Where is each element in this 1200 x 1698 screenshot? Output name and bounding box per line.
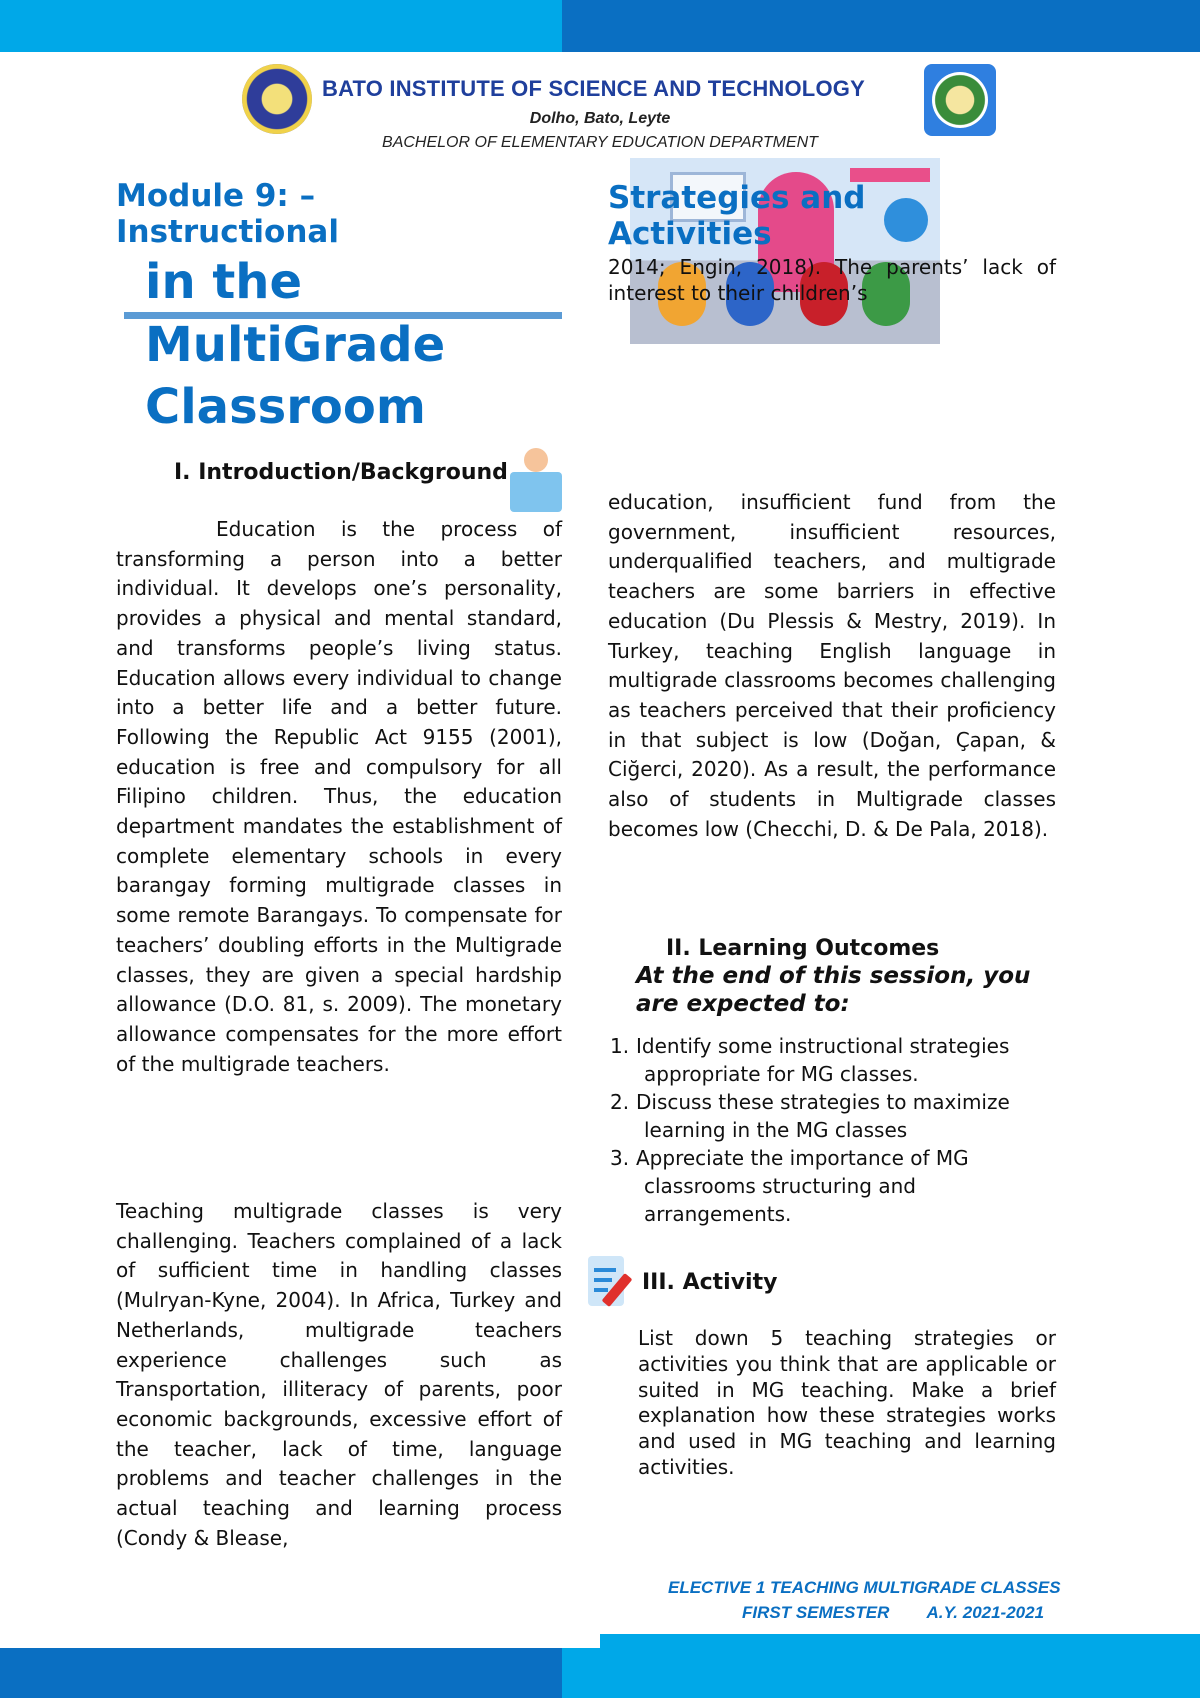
outcome-number: 3. bbox=[610, 1146, 630, 1170]
outcome-number: 2. bbox=[610, 1090, 630, 1114]
intro-paragraph-2: Teaching multigrade classes is very challenging. Teachers complained of a lack of sufficient time in handling classes (Mulryan-Kyne, 2004). In Africa, Turkey and Netherlands, multigrade teachers experience challenges such as Transportation, illiteracy of parents, poor economic backgrounds, excessive effort of the teacher, lack of time, language problems and teacher challenges in the actual teaching and learning process (Condy & Blease, bbox=[116, 1199, 562, 1550]
school-address: Dolho, Bato, Leyte bbox=[529, 110, 671, 127]
top-right-bar bbox=[562, 0, 1200, 52]
module-big-title-rest bbox=[145, 314, 445, 438]
outcome-text-rest: classrooms structuring and arrangements. bbox=[644, 1174, 916, 1226]
strategies-heading-line1: Strategies and bbox=[608, 180, 866, 216]
module-big-title-line3: Classroom bbox=[145, 379, 426, 435]
outcomes-heading: II. Learning Outcomes bbox=[666, 936, 940, 961]
footer-academic-year: A.Y. 2021-2021 bbox=[926, 1603, 1045, 1622]
outcome-text-rest: appropriate for MG classes. bbox=[644, 1062, 919, 1086]
bottom-left-bar bbox=[0, 1648, 562, 1698]
module-big-title-line1: in the bbox=[145, 254, 303, 310]
notepad-pencil-icon bbox=[588, 1256, 636, 1312]
outcome-number: 1. bbox=[610, 1034, 630, 1058]
strategies-heading bbox=[608, 180, 928, 252]
activity-instructions: List down 5 teaching strategies or activities you think that are applicable or suited in MG teaching. Make a brief explanation how these strategies works and used in MG teaching and learning activities. bbox=[638, 1326, 1056, 1479]
outcome-text-first: Identify some instructional strategies bbox=[636, 1034, 1010, 1058]
department-name: BACHELOR OF ELEMENTARY EDUCATION DEPARTMENT bbox=[382, 134, 818, 151]
child-reading-icon bbox=[508, 446, 564, 520]
outcomes-list bbox=[608, 1032, 1068, 1228]
outcome-item bbox=[608, 1032, 1068, 1088]
outcome-item bbox=[608, 1088, 1068, 1144]
outcome-text-first: Discuss these strategies to maximize bbox=[636, 1090, 1010, 1114]
footer-term bbox=[742, 1603, 1044, 1623]
activity-heading: III. Activity bbox=[642, 1270, 778, 1295]
outcome-text-first: Appreciate the importance of MG bbox=[636, 1146, 969, 1170]
module-title-line1: Module 9: – bbox=[116, 178, 316, 214]
footer-semester: FIRST SEMESTER bbox=[742, 1603, 890, 1622]
outcome-text-rest: learning in the MG classes bbox=[644, 1118, 908, 1142]
overflow-text: 2014; Engin, 2018). The parents’ lack of interest to their children’s bbox=[608, 255, 1056, 305]
outcome-item bbox=[608, 1144, 1068, 1228]
bottom-right-bar bbox=[562, 1648, 1200, 1698]
school-name: BATO INSTITUTE OF SCIENCE AND TECHNOLOGY bbox=[322, 76, 865, 101]
module-title-line2: Instructional bbox=[116, 214, 339, 250]
footer-course: ELECTIVE 1 TEACHING MULTIGRADE CLASSES bbox=[668, 1578, 1061, 1597]
intro-paragraph-1: Education is the process of transforming a person into a better individual. It develops one’s personality, provides a physical and mental standard, and transforms people’s living status. Education allows every individual to change into a better life and a better future. Following the Republic Act 9155 (2001), education is free and compulsory for all Filipino children. Thus, the education department mandates the establishment of complete elementary schools in every barangay forming multigrade classes in some remote Barangays. To compensate for teachers’ doubling efforts in the Multigrade classes, they are given a special hardship allowance (D.O. 81, s. 2009). The monetary allowance compensates for the more effort of the multigrade teachers. bbox=[116, 517, 562, 1076]
module-big-title-line2: MultiGrade bbox=[145, 317, 446, 373]
intro-heading: I. Introduction/Background bbox=[174, 460, 508, 485]
strategies-heading-line2: Activities bbox=[608, 216, 772, 252]
outcomes-subheading: At the end of this session, you are expected to: bbox=[636, 963, 1031, 1017]
intro-paragraph-3: education, insufficient fund from the government, insufficient resources, underqualified teachers, and multigrade teachers are some barriers in effective education (Du Plessis & Mestry, 2019). In Turkey, teaching English language in multigrade classrooms becomes challenging as teachers perceived that their proficiency in that subject is low (Doğan, Çapan, & Ciğerci, 2020). As a result, the performance also of students in Multigrade classes becomes low (Checchi, D. & De Pala, 2018). bbox=[608, 490, 1056, 841]
top-left-bar bbox=[0, 0, 562, 52]
module-title bbox=[116, 178, 456, 250]
